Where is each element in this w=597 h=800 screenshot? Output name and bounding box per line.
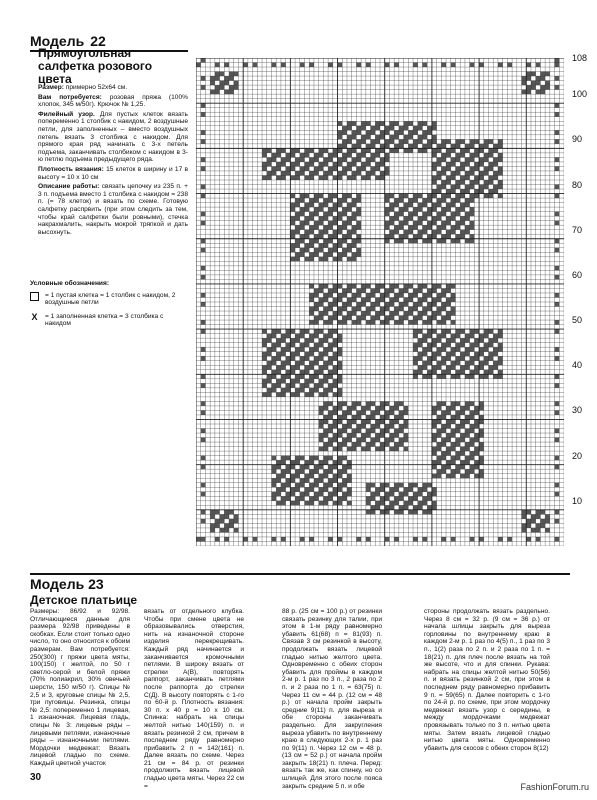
paragraph-body: Для пустых клеток вязать попеременно 1 столбик с накидом, 2 воздушные петли, для заполненных – вместо воздушных петель вязать 3 столбика с накидом. Для прямого края ряд начинать с 3-х петель подъема, заканчивать столбиком с накидом в 3-ю петлю подъема предыдущего ряда. xyxy=(38,110,188,164)
paragraph xyxy=(38,111,188,164)
model22-description xyxy=(38,84,188,238)
legend-title: Условные обозначения: xyxy=(30,280,110,287)
filled-cell-icon: X xyxy=(31,311,38,322)
model23-column-4: стороны продолжать вязать раздельно. Через 8 см = 32 р. (9 см = 36 р.) от начала шлицы закрыть для выреза горловины по внутреннему краю в каждом 2-м р. 1 раз по 4(5) п., 1 раз по 3 п., 1(2) раза по 2 п. и 2 раза по 1 п. = 18(21) п. для плеч после вязать на той же высоте, что и для спинки. Рукава: набрать на спицы желтой нитью 50(56) п. и вязать резинкой 2 см, при этом в последнем ряду равномерно прибавить 9 п. = 59(65) п. Далее повторить с 1-го по 24-й р. по схеме, при этом мордочку медвежат вязать узор с середины, в между мордочками медвежат провязывать только по 3 п. нитью цвета мяты. Затем вязать лицевой гладью нитью цвета мяты. Одновременно убавить для скосов с обеих сторон 8(12) xyxy=(424,608,550,752)
paragraph xyxy=(38,84,188,92)
paragraph-body: розовая пряжа (100% хлопок, 345 м/50г). Крючок № 1,25. xyxy=(38,93,188,109)
paragraph-heading: Вам потребуется: xyxy=(38,93,102,101)
row-number-label: 60 xyxy=(572,269,583,280)
row-number-label: 20 xyxy=(572,450,583,461)
article-title: Прямоугольная салфетка розового цвета xyxy=(38,46,153,86)
row-number-label: 70 xyxy=(572,224,583,235)
paragraph-heading: Размер: xyxy=(38,84,64,91)
watermark: FashionForum.ru xyxy=(520,782,589,792)
paragraph xyxy=(38,94,188,109)
row-number-label: 40 xyxy=(572,360,583,371)
model23-column-2: вязать от отдельного клубка. Чтобы при смене цвета не образовывались отверстия, нить на изнаночной стороне изделия перекрещивать. Каждый ряд начинается и заканчивается кромочными петлями. В широку вязать от стрелки А(В), повторять раппорт, заканчивать петлями после раппорта до стрелки С(Д). В высоту повторять с 1-го по 60-й р. Плотность вязания: 30 п. х 40 р = 10 х 10 см. Спинка: набрать на спицы желтой нитью 140(159) п. и вязать резинкой 2 см, причем в последнем ряду равномерно прибавить 2 п = 142(161) п. Далее вязать по схеме. Через 21 см = 84 р. от резинки продолжить вязать лицевой гладью цвета мяты. Через 22 см = xyxy=(144,608,244,790)
paragraph xyxy=(38,183,188,236)
legend-item-empty xyxy=(30,292,188,307)
row-number-label: 10 xyxy=(572,495,583,506)
chart-grid xyxy=(196,58,564,546)
paragraph-heading: Филейный узор. xyxy=(38,110,95,118)
legend-item-filled xyxy=(30,313,188,328)
empty-cell-icon xyxy=(30,292,39,301)
filet-chart xyxy=(196,58,564,546)
model-number: 22 xyxy=(90,33,106,49)
row-number-label: 30 xyxy=(572,405,583,416)
model-label: Модель xyxy=(30,33,85,49)
model23-column-1: Размеры: 86/92 и 92/98. Отличающиеся данные для размера 92/98 приведены в скобках. Если стоит только одно число, то оно относится к обоим размерам. Вам потребуется: 250(300) г пряжи цвета мяты, 100(150) г желтой, по 50 г светло-серой и белой пряжи (70% полиакрил, 30% овечьей шерсти, 150 м/50 г). Спицы № 2,5 и 3, круговые спицы № 2,5, три пуговицы. Резинка, спицы № 2,5: попеременно 1 лицевая, 1 изнаночная. Лицевая гладь, спицы № 3: лицевые ряды – лицевыми петлями, изнаночные ряды – изнаночными петлями. Мордочки медвежат: Вязать лицевой гладью по схеме. Каждый цветной участок xyxy=(30,608,130,767)
row-number-label: 90 xyxy=(572,134,583,145)
page-number: 30 xyxy=(30,772,42,783)
row-number-label: 80 xyxy=(572,179,583,190)
row-number-label: 100 xyxy=(572,89,588,100)
row-number-label: 108 xyxy=(572,53,588,63)
model23-column-3: 88 р. (25 см = 100 р.) от резинки связать резинку для талии, при этом в 1-м ряду равномерно убавить 61(68) п = 81(93) п. Связав 3 см резинкой в высоту, продолжать вязать лицевой гладью нитью желтого цвета. Одновременно с обеих сторон убавить для проймы в каждом 2-м р. 1 раз по 3 п., 2 раза по 2 п. и 2 раза по 1 п. = 63(75) п. Через 11 см = 44 р. (12 см = 48 р.) от начала пройм закрыть средние 9(11) п. для выреза и обе стороны заканчивать раздельно. Для закругления выреза убавить по внутреннему краю в следующих 2-х р. 1 раз по 9(11) п. Через 12 см = 48 р. (13 см = 52 р.) от начала пройм закрыть 18(21) п. плеча. Перед: вязать так же, как спинку, но со шлицей. Для этого после пояса закрыть средние 5 п. и обе xyxy=(282,608,382,790)
paragraph-heading: Описание работы: xyxy=(38,183,100,191)
section-divider xyxy=(30,573,570,575)
row-number-label: 50 xyxy=(572,315,583,326)
model23-title: Детское платьице xyxy=(30,593,138,607)
legend-text-empty: = 1 пустая клетка = 1 столбик с накидом, 2 воздушные петли xyxy=(45,291,176,307)
legend xyxy=(30,280,188,334)
legend-text-filled: = 1 заполненная клетка = 3 столбика с накидом xyxy=(45,312,164,328)
paragraph-body: связать цепочку из 235 п. + 3 п. подъема вместо 1 столбика с накидом = 238 п. (= 78 клеток) и вязать по схеме. Готовую салфетку распрвить (при этом следить за тем, чтобы край салфетки были ровными), стечка накрахмалить, накрыть мокрой тряпкой и дать высохнуть. xyxy=(38,183,188,236)
model23-header: Модель 23 xyxy=(30,576,104,592)
paragraph-body: примерно 52х64 см. xyxy=(63,84,128,91)
paragraph xyxy=(38,166,188,181)
paragraph-body: 15 клеток в ширину и 17 в высоту = 10 х 10 см xyxy=(38,165,189,181)
paragraph-heading: Плотность вязания: xyxy=(38,165,104,173)
